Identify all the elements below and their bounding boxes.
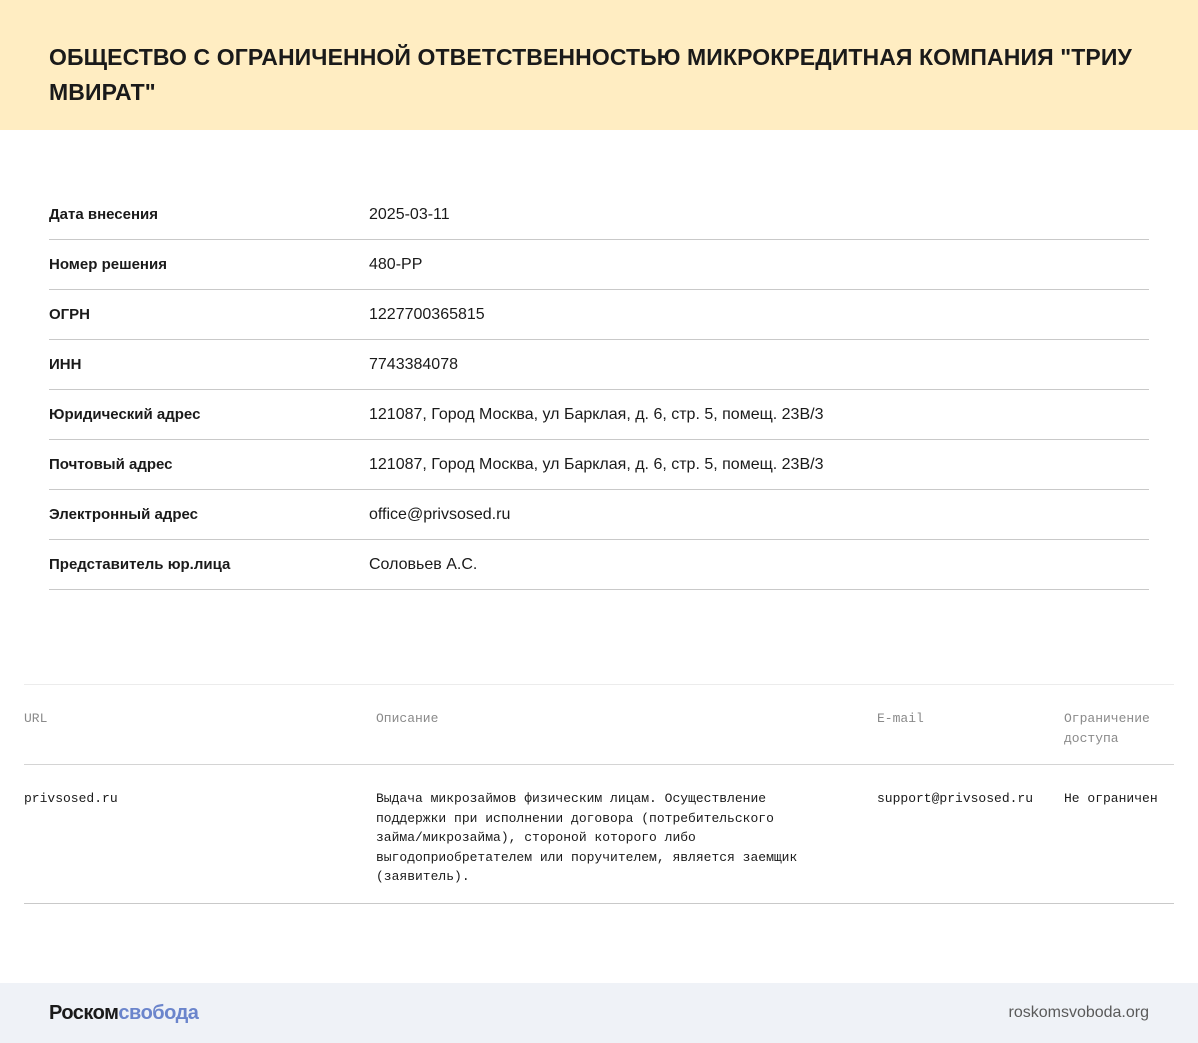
roskomsvoboda-logo[interactable] (49, 1002, 198, 1025)
info-label: Юридический адрес (49, 406, 201, 423)
info-label: Почтовый адрес (49, 456, 173, 473)
page-footer (0, 983, 1198, 1043)
info-row-representative (49, 540, 1149, 590)
column-header-description: Описание (376, 711, 439, 726)
table-row (24, 765, 1174, 904)
column-header-email: E-mail (877, 711, 924, 726)
resource-email: support@privsosed.ru (877, 791, 1034, 806)
info-row-date (49, 190, 1149, 240)
info-value: 121087, Город Москва, ул Барклая, д. 6, стр. 5, помещ. 23В/3 (369, 455, 824, 473)
organization-title: ОБЩЕСТВО С ОГРАНИЧЕННОЙ ОТВЕТСТВЕННОСТЬЮ МИКРОКРЕДИТНАЯ КОМПАНИЯ "ТРИУМВИРАТ" (49, 44, 1132, 105)
info-value: office@privsosed.ru (369, 505, 511, 523)
info-value: Соловьев А.С. (369, 555, 478, 573)
info-row-inn (49, 340, 1149, 390)
info-row-postal-address (49, 440, 1149, 490)
resource-restriction: Не ограничен (1064, 791, 1158, 806)
info-label: Представитель юр.лица (49, 556, 231, 573)
info-label: ИНН (49, 356, 82, 373)
info-label: Номер решения (49, 256, 167, 273)
info-label: Электронный адрес (49, 506, 198, 523)
logo-part-2: свобода (118, 1001, 199, 1024)
info-label: ОГРН (49, 306, 91, 323)
info-value: 2025-03-11 (369, 205, 450, 223)
resources-table-header (24, 685, 1174, 765)
info-value: 480-РР (369, 255, 423, 273)
column-header-url: URL (24, 711, 48, 726)
info-row-decision-number (49, 240, 1149, 290)
info-row-ogrn (49, 290, 1149, 340)
logo-part-1: Роском (49, 1001, 119, 1024)
info-value: 7743384078 (369, 355, 458, 373)
page-header (0, 0, 1198, 130)
site-link[interactable]: roskomsvoboda.org (1008, 1004, 1149, 1021)
column-header-restriction: Ограничение доступа (1064, 711, 1150, 746)
resource-description: Выдача микрозаймов физическим лицам. Осуществление поддержки при исполнении договора (потребительского займа/микрозайма), стороной которого либо выгодоприобретателем или поручителем, является заемщик (заявитель). (376, 791, 798, 884)
resource-url: privsosed.ru (24, 791, 118, 806)
organization-info-table (49, 190, 1149, 590)
info-label: Дата внесения (49, 206, 159, 223)
info-row-legal-address (49, 390, 1149, 440)
info-value: 1227700365815 (369, 305, 485, 323)
info-value: 121087, Город Москва, ул Барклая, д. 6, стр. 5, помещ. 23В/3 (369, 405, 824, 423)
info-row-email (49, 490, 1149, 540)
resources-table (24, 684, 1174, 904)
